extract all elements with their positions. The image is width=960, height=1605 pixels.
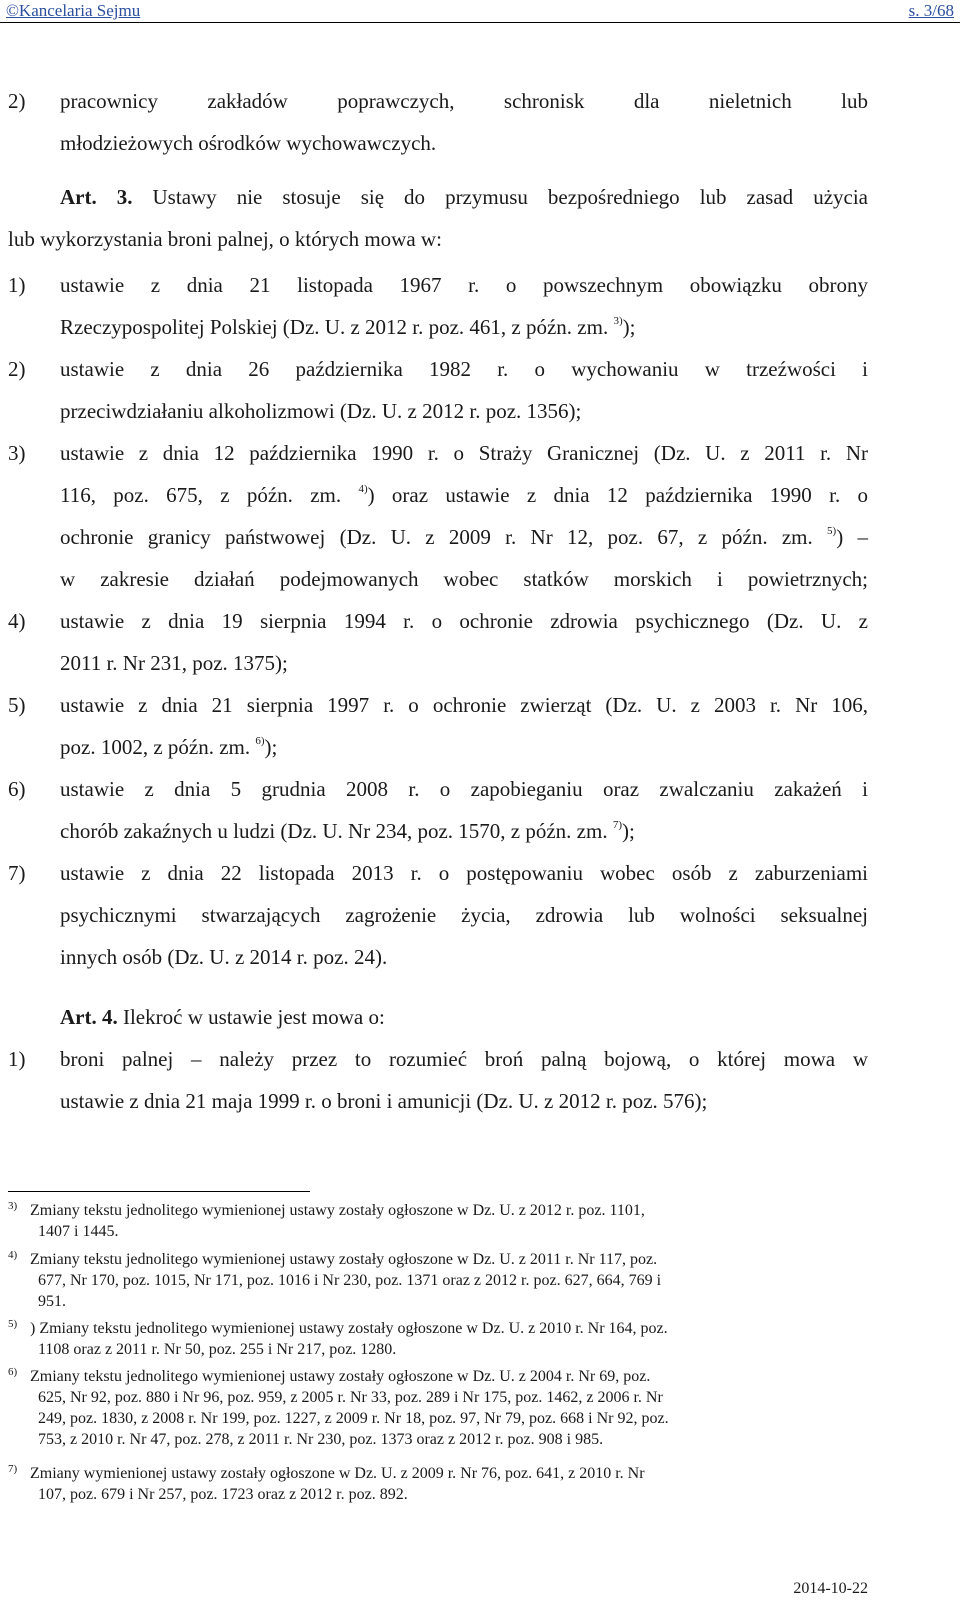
footnote-ref[interactable]: 3) (613, 315, 623, 327)
footnote-text: 1407 i 1445. (38, 1223, 119, 1240)
footnote-mark: 6) (8, 1366, 18, 1378)
item-text: pracownicy zakładów poprawczych, schronisk dla nieletnich lub (60, 89, 868, 113)
footnote-ref[interactable]: 6) (255, 735, 265, 747)
item-text (60, 516, 868, 558)
item-text: ustawie z dnia 26 października 1982 r. o wychowaniu w trzeźwości i (60, 357, 868, 381)
footnote-text: 753, z 2010 r. Nr 47, poz. 278, z 2011 r. Nr 230, poz. 1373 oraz z 2012 r. poz. 908 i 985. (38, 1431, 604, 1448)
item-text: psychicznymi stwarzających zagrożenie życia, zdrowia lub wolności seksualnej (60, 903, 868, 927)
article-label: Art. 3. (60, 185, 133, 209)
item-number: 6) (8, 777, 26, 801)
item-text: przeciwdziałaniu alkoholizmowi (Dz. U. z 2012 r. poz. 1356); (60, 399, 582, 423)
item-text (60, 810, 868, 852)
copyright-link[interactable]: ©Kancelaria Sejmu (6, 1, 141, 20)
footnote-ref[interactable]: 5) (827, 525, 837, 537)
item-number: 7) (8, 861, 26, 885)
footnote-text: ) Zmiany tekstu jednolitego wymienionej ustawy zostały ogłoszone w Dz. U. z 2010 r. Nr 164, poz. (30, 1320, 668, 1337)
footnote-mark: 5) (8, 1318, 18, 1330)
art4-intro (60, 996, 868, 1038)
item-number: 2) (8, 89, 26, 113)
item-text (60, 306, 868, 348)
item-text-part: ); (264, 735, 278, 759)
art3-text: lub wykorzystania broni palnej, o których mowa w: (8, 227, 442, 251)
item-text: 2011 r. Nr 231, poz. 1375); (60, 651, 288, 675)
item-number: 1) (8, 1047, 26, 1071)
footnote-separator (8, 1191, 310, 1192)
item-text: innych osób (Dz. U. z 2014 r. poz. 24). (60, 945, 388, 969)
item-text: ustawie z dnia 5 grudnia 2008 r. o zapobieganiu oraz zwalczaniu zakażeń i (60, 777, 868, 801)
item-text-part: ) oraz ustawie z dnia 12 października 1990 r. o (367, 483, 869, 507)
footnote-text: Zmiany tekstu jednolitego wymienionej ustawy zostały ogłoszone w Dz. U. z 2004 r. Nr 69, poz. (30, 1368, 651, 1385)
item-text: młodzieżowych ośrodków wychowawczych. (60, 131, 437, 155)
item-text-part: ); (622, 819, 635, 843)
item-text-part: ); (622, 315, 636, 339)
item-number: 3) (8, 441, 26, 465)
page-number-link[interactable]: s. 3/68 (908, 1, 954, 20)
art3-items (8, 264, 868, 978)
art3 (8, 176, 868, 260)
footnote-text: Zmiany tekstu jednolitego wymienionej ustawy zostały ogłoszone w Dz. U. z 2011 r. Nr 117, poz. (30, 1251, 658, 1268)
footnote-text: 677, Nr 170, poz. 1015, Nr 171, poz. 1016 i Nr 230, poz. 1371 oraz z 2012 r. poz. 627, 664, 769 i (38, 1272, 662, 1289)
item-text (60, 474, 868, 516)
item-text-part: 116, poz. 675, z późn. zm. (60, 483, 342, 507)
item-number: 1) (8, 273, 26, 297)
art4-text: Ilekroć w ustawie jest mowa o: (122, 1005, 385, 1029)
art4 (8, 996, 868, 1122)
item-text-part: ochronie granicy państwowej (Dz. U. z 2009 r. Nr 12, poz. 67, z późn. zm. (60, 525, 813, 549)
art3-text: Ustawy nie stosuje się do przymusu bezpośredniego lub zasad użycia (152, 185, 868, 209)
item-text: broni palnej – należy przez to rozumieć broń palną bojową, o której mowa w (60, 1047, 868, 1071)
footnote-ref[interactable]: 7) (612, 819, 623, 831)
footnote-mark: 7) (8, 1463, 18, 1475)
art2-item2 (8, 80, 868, 164)
item-number: 5) (8, 693, 26, 717)
footnote-text: 625, Nr 92, poz. 880 i Nr 96, poz. 959, z 2005 r. Nr 33, poz. 289 i Nr 175, poz. 1462, z 2006 r. Nr (38, 1389, 663, 1406)
item-text: ustawie z dnia 19 sierpnia 1994 r. o ochronie zdrowia psychicznego (Dz. U. z (60, 609, 868, 633)
item-text: ustawie z dnia 21 maja 1999 r. o broni i amunicji (Dz. U. z 2012 r. poz. 576); (60, 1089, 708, 1113)
item-text-part: chorób zakaźnych u ludzi (Dz. U. Nr 234, poz. 1570, z późn. zm. (60, 819, 608, 843)
item-text: ustawie z dnia 22 listopada 2013 r. o postępowaniu wobec osób z zaburzeniami (60, 861, 868, 885)
document-date: 2014-10-22 (793, 1580, 868, 1597)
item-number: 4) (8, 609, 26, 633)
art3-first-line (60, 176, 868, 218)
item-text: ustawie z dnia 21 sierpnia 1997 r. o ochronie zwierząt (Dz. U. z 2003 r. Nr 106, (60, 693, 868, 717)
page-header (0, 0, 960, 23)
item-text-part: Rzeczypospolitej Polskiej (Dz. U. z 2012 r. poz. 461, z późn. zm. (60, 315, 609, 339)
footnote-text: 951. (38, 1293, 66, 1310)
footnote-text: 1108 oraz z 2011 r. Nr 50, poz. 255 i Nr 217, poz. 1280. (38, 1341, 397, 1358)
item-number: 2) (8, 357, 26, 381)
item-text-part: ) – (836, 525, 868, 549)
footnote-text: Zmiany tekstu jednolitego wymienionej ustawy zostały ogłoszone w Dz. U. z 2012 r. poz. 1101, (30, 1202, 645, 1219)
item-text: ustawie z dnia 12 października 1990 r. o Straży Granicznej (Dz. U. z 2011 r. Nr (60, 441, 868, 465)
footnote-text: 249, poz. 1830, z 2008 r. Nr 199, poz. 1227, z 2009 r. Nr 18, poz. 97, Nr 79, poz. 668 i Nr 92, poz. (38, 1410, 669, 1427)
article-label: Art. 4. (60, 1005, 118, 1029)
item-text-part: poz. 1002, z późn. zm. (60, 735, 251, 759)
footnote-text: Zmiany wymienionej ustawy zostały ogłoszone w Dz. U. z 2009 r. Nr 76, poz. 641, z 2010 r. Nr (30, 1465, 645, 1482)
item-text: w zakresie działań podejmowanych wobec statków morskich i powietrznych; (60, 567, 868, 591)
footnote-text: 107, poz. 679 i Nr 257, poz. 1723 oraz z 2012 r. poz. 892. (38, 1486, 408, 1503)
footnote-mark: 3) (8, 1200, 18, 1212)
item-text (60, 726, 868, 768)
item-text: ustawie z dnia 21 listopada 1967 r. o powszechnym obowiązku obrony (60, 273, 868, 297)
footnote-mark: 4) (8, 1249, 18, 1261)
footnote-ref[interactable]: 4) (358, 483, 368, 495)
